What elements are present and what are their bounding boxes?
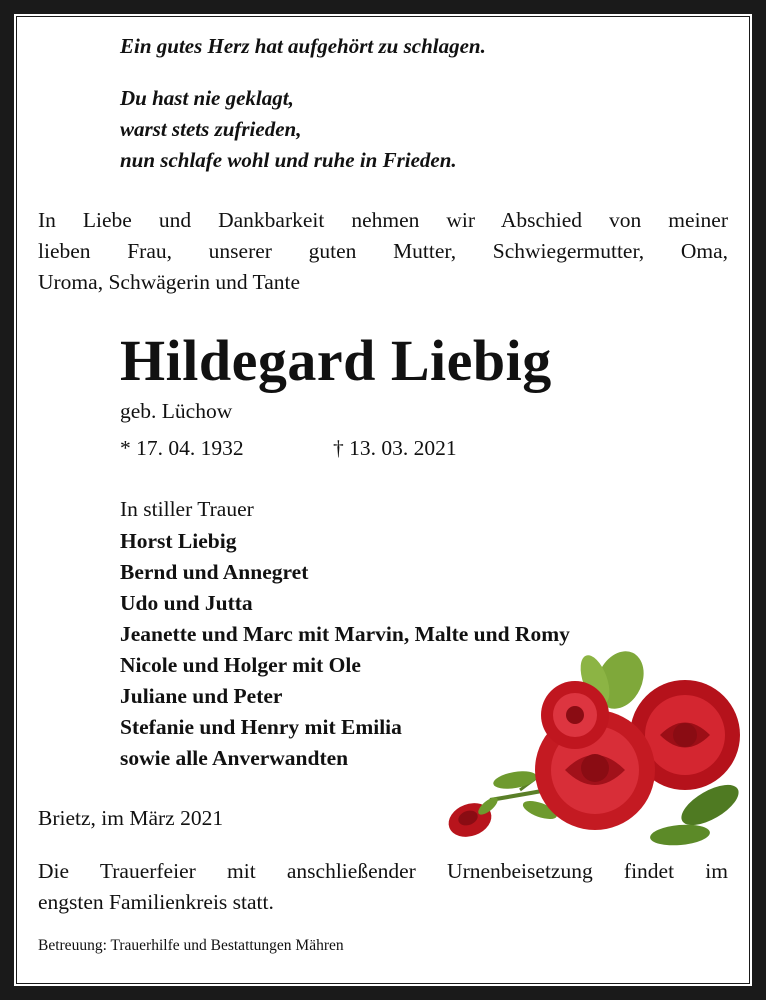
ceremony-paragraph [38,856,728,918]
poem-line-4: nun schlafe wohl und ruhe in Frieden. [120,148,457,172]
poem-line-1: Ein gutes Herz hat aufgehört zu schlagen. [120,34,486,58]
intro-line-1: In Liebe und Dankbarkeit nehmen wir Abschied von meiner [38,208,728,232]
mourner-name: Juliane und Peter [120,684,283,708]
roses-icon [430,640,750,850]
ceremony-line-2: engsten Familienkreis statt. [38,890,274,914]
maiden-name: geb. Lüchow [120,399,233,423]
mourners-heading: In stiller Trauer [120,497,254,521]
mourner-name: Horst Liebig [120,529,237,553]
deceased-name: Hildegard Liebig [120,328,552,393]
mourner-name: Bernd und Annegret [120,560,309,584]
mourner-name: Jeanette und Marc mit Marvin, Malte und Romy [120,622,570,646]
mourner-name: Stefanie und Henry mit Emilia [120,715,402,739]
place-date: Brietz, im März 2021 [38,806,224,830]
intro-line-2: lieben Frau, unserer guten Mutter, Schwiegermutter, Oma, [38,239,728,263]
intro-line-3: Uroma, Schwägerin und Tante [38,270,300,294]
poem-line-2: Du hast nie geklagt, [120,86,294,110]
poem-line-3: warst stets zufrieden, [120,117,302,141]
death-date: † 13. 03. 2021 [333,436,457,460]
intro-paragraph [38,205,728,298]
funeral-care-credit: Betreuung: Trauerhilfe und Bestattungen Mähren [38,937,344,954]
mourner-name: sowie alle Anverwandten [120,746,349,770]
birth-date: * 17. 04. 1932 [120,436,244,460]
mourner-name: Udo und Jutta [120,591,253,615]
mourner-name: Nicole und Holger mit Ole [120,653,361,677]
ceremony-line-1: Die Trauerfeier mit anschließender Urnenbeisetzung findet im [38,859,728,883]
